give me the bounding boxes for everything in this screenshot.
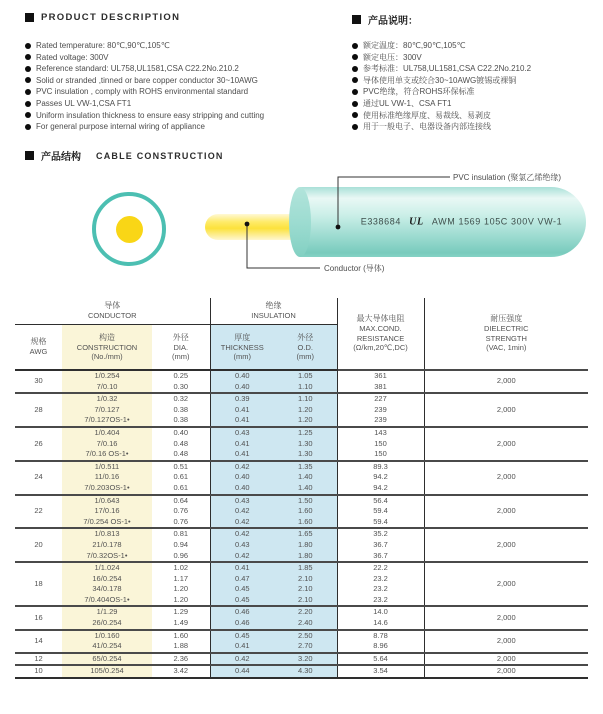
awg-cell: 30 (15, 370, 62, 393)
thickness-column-header: 厚度 THICKNESS (mm) (210, 325, 274, 371)
thickness-cell: 0.46 0.46 (210, 606, 274, 629)
dia-cell: 1.02 1.17 1.20 1.20 (152, 562, 210, 606)
resistance-cell: 5.64 (337, 653, 424, 666)
od-cell: 4.30 (274, 665, 337, 678)
conductor-label: Conductor (导体) (324, 264, 385, 273)
dielectric-cell: 2,000 (424, 427, 588, 461)
bullet-dot-icon (352, 77, 358, 83)
resistance-cell: 22.2 23.2 23.2 23.2 (337, 562, 424, 606)
bullet-dot-icon (352, 124, 358, 130)
bullet-text: For general purpose internal wiring of appliance (36, 122, 205, 132)
ul-logo-icon: UL (409, 216, 424, 228)
od-cell: 3.20 (274, 653, 337, 666)
construction-cell: 1/1.29 26/0.254 (62, 606, 152, 629)
bullet-dot-icon (352, 101, 358, 107)
cable-construction-title-cn: 产品结构 (41, 152, 81, 163)
construction-cell: 1/0.254 7/0.10 (62, 370, 152, 393)
conductor-core-dot (116, 216, 143, 243)
bullet-item (25, 63, 355, 75)
cable-marking: E338684 UL AWM 1569 105C 300V VW-1 (360, 216, 563, 228)
table-group-header-row (15, 298, 588, 325)
bullet-dot-icon (25, 89, 31, 95)
bullet-item (25, 75, 355, 87)
bullet-text: 通过UL VW-1、CSA FT1 (363, 98, 452, 108)
bullet-item (25, 110, 355, 122)
awg-cell: 12 (15, 653, 62, 666)
dia-cell: 0.64 0.76 0.76 (152, 495, 210, 529)
bullet-text: 用于一般电子、电器设备内部连接线 (363, 122, 491, 132)
construction-cell: 1/0.404 7/0.16 7/0.16 OS-1• (62, 427, 152, 461)
awg-cell: 14 (15, 630, 62, 653)
dia-cell: 2.36 (152, 653, 210, 666)
dielectric-cell: 2,000 (424, 665, 588, 678)
table-row-awg-10 (15, 665, 588, 678)
awg-cell: 18 (15, 562, 62, 606)
thickness-cell: 0.42 0.40 0.40 (210, 461, 274, 495)
product-description-list-en (25, 40, 355, 133)
construction-cell: 1/0.160 41/0.254 (62, 630, 152, 653)
dia-cell: 3.42 (152, 665, 210, 678)
bullet-dot-icon (25, 54, 31, 60)
product-description-list-cn (352, 40, 603, 133)
table-row-awg-24 (15, 461, 588, 495)
dielectric-cell: 2,000 (424, 393, 588, 427)
cable-construction-title-en: CABLE CONSTRUCTION (96, 150, 224, 161)
table-row-awg-16 (15, 606, 588, 629)
insulation-group-header: 绝缘 INSULATION (210, 298, 337, 325)
od-cell: 1.25 1.30 1.30 (274, 427, 337, 461)
section-square-icon (25, 13, 34, 22)
bullet-item (352, 52, 603, 64)
dielectric-cell: 2,000 (424, 653, 588, 666)
bullet-item (352, 75, 603, 87)
bullet-item (352, 121, 603, 133)
bullet-item (25, 121, 355, 133)
bullet-text: Rated voltage: 300V (36, 52, 109, 62)
dielectric-cell: 2,000 (424, 630, 588, 653)
product-description-cn-title-row (352, 12, 418, 27)
od-column-header: 外径 O.D. (mm) (274, 325, 337, 371)
dia-cell: 0.51 0.61 0.61 (152, 461, 210, 495)
bullet-item (352, 98, 603, 110)
awg-cell: 28 (15, 393, 62, 427)
thickness-cell: 0.43 0.41 0.41 (210, 427, 274, 461)
resistance-cell: 35.2 36.7 36.7 (337, 528, 424, 562)
resistance-cell: 227 239 239 (337, 393, 424, 427)
bullet-text: 额定温度：80℃,90℃,105℃ (363, 41, 466, 50)
awg-cell: 26 (15, 427, 62, 461)
construction-cell: 1/0.643 17/0.16 7/0.254 OS-1• (62, 495, 152, 529)
dia-cell: 0.32 0.38 0.38 (152, 393, 210, 427)
specification-table (15, 298, 588, 679)
construction-cell: 65/0.254 (62, 653, 152, 666)
thickness-cell: 0.44 (210, 665, 274, 678)
bullet-item (25, 52, 355, 64)
thickness-cell: 0.45 0.41 (210, 630, 274, 653)
resistance-cell: 14.0 14.6 (337, 606, 424, 629)
bullet-item (352, 110, 603, 122)
table-row-awg-26 (15, 427, 588, 461)
construction-cell: 1/0.511 11/0.16 7/0.203OS-1• (62, 461, 152, 495)
thickness-cell: 0.42 0.43 0.42 (210, 528, 274, 562)
awg-column-header: 规格 AWG (15, 325, 62, 371)
od-cell: 2.20 2.40 (274, 606, 337, 629)
bullet-dot-icon (25, 66, 31, 72)
resistance-cell: 361 381 (337, 370, 424, 393)
cable-construction-title-row (25, 148, 224, 163)
bullet-text: Rated temperature: 80℃,90℃,105℃ (36, 41, 170, 50)
od-cell: 1.85 2.10 2.10 2.10 (274, 562, 337, 606)
dielectric-cell: 2,000 (424, 495, 588, 529)
od-cell: 2.50 2.70 (274, 630, 337, 653)
bullet-item (25, 40, 355, 52)
resistance-cell: 56.4 59.4 59.4 (337, 495, 424, 529)
awg-cell: 24 (15, 461, 62, 495)
bullet-text: 参考标准：UL758,UL1581,CSA C22.2No.210.2 (363, 64, 532, 74)
conductor-group-header: 导体 CONDUCTOR (15, 298, 210, 325)
thickness-cell: 0.39 0.41 0.41 (210, 393, 274, 427)
bullet-item (25, 86, 355, 98)
thickness-cell: 0.42 (210, 653, 274, 666)
bullet-dot-icon (25, 101, 31, 107)
thickness-cell: 0.40 0.40 (210, 370, 274, 393)
table-row-awg-14 (15, 630, 588, 653)
bullet-item (352, 86, 603, 98)
awg-cell: 20 (15, 528, 62, 562)
bullet-dot-icon (352, 89, 358, 95)
bullet-item (352, 40, 603, 52)
od-cell: 1.65 1.80 1.80 (274, 528, 337, 562)
construction-cell: 1/1.024 16/0.254 34/0.178 7/0.404OS-1• (62, 562, 152, 606)
bullet-text: Reference standard: UL758,UL1581,CSA C22.2No.210.2 (36, 64, 239, 74)
thickness-cell: 0.41 0.47 0.45 0.45 (210, 562, 274, 606)
dia-column-header: 外径 DIA. (mm) (152, 325, 210, 371)
table-row-awg-30 (15, 370, 588, 393)
insulation-body (300, 187, 586, 257)
section-square-icon (352, 15, 361, 24)
bullet-dot-icon (352, 43, 358, 49)
awg-cell: 22 (15, 495, 62, 529)
dia-cell: 0.81 0.94 0.96 (152, 528, 210, 562)
dielectric-cell: 2,000 (424, 606, 588, 629)
dielectric-column-header: 耐压强度 DIELECTRIC STRENGTH (VAC, 1min) (424, 298, 588, 370)
table-row-awg-12 (15, 653, 588, 666)
construction-cell: 1/0.813 21/0.178 7/0.32OS-1• (62, 528, 152, 562)
dielectric-cell: 2,000 (424, 528, 588, 562)
bullet-dot-icon (25, 43, 31, 49)
product-description-title-row (25, 12, 180, 23)
resistance-column-header: 最大导体电阻 MAX.COND. RESISTANCE (Ω/km,20℃,DC) (337, 298, 424, 370)
table-row-awg-18 (15, 562, 588, 606)
table-row-awg-22 (15, 495, 588, 529)
dia-cell: 0.25 0.30 (152, 370, 210, 393)
cable-cross-section (92, 192, 166, 266)
bullet-text: PVC绝缘，符合ROHS环保标准 (363, 87, 475, 97)
dia-cell: 1.29 1.49 (152, 606, 210, 629)
bullet-text: 额定电压：300V (363, 52, 422, 62)
bullet-text: 导体使用单支或绞合30~10AWG镀锡或裸铜 (363, 75, 517, 85)
od-cell: 1.50 1.60 1.60 (274, 495, 337, 529)
construction-column-header: 构造 CONSTRUCTION (No./mm) (62, 325, 152, 371)
table-row-awg-20 (15, 528, 588, 562)
awg-cell: 10 (15, 665, 62, 678)
bullet-dot-icon (25, 112, 31, 118)
dia-cell: 1.60 1.88 (152, 630, 210, 653)
resistance-cell: 3.54 (337, 665, 424, 678)
od-cell: 1.35 1.40 1.40 (274, 461, 337, 495)
bullet-dot-icon (25, 77, 31, 83)
bullet-text: Passes UL VW-1,CSA FT1 (36, 98, 132, 108)
bullet-text: 使用标准绝缘厚度、易裁线、易剥皮 (363, 110, 491, 120)
bullet-item (25, 98, 355, 110)
dielectric-cell: 2,000 (424, 370, 588, 393)
resistance-cell: 8.78 8.96 (337, 630, 424, 653)
bullet-dot-icon (352, 66, 358, 72)
bullet-item (352, 63, 603, 75)
resistance-cell: 89.3 94.2 94.2 (337, 461, 424, 495)
product-description-cn-title: 产品说明： (368, 16, 418, 27)
dielectric-cell: 2,000 (424, 461, 588, 495)
pvc-insulation-label: PVC insulation (聚氯乙烯绝缘) (453, 173, 562, 182)
construction-cell: 1/0.32 7/0.127 7/0.127OS-1• (62, 393, 152, 427)
product-description-title: PRODUCT DESCRIPTION (41, 12, 181, 23)
bullet-dot-icon (352, 112, 358, 118)
insulation-end-face (289, 187, 311, 257)
construction-cell: 105/0.254 (62, 665, 152, 678)
resistance-cell: 143 150 150 (337, 427, 424, 461)
bullet-text: Solid or stranded ,tinned or bare copper conductor 30~10AWG (36, 75, 258, 85)
od-cell: 1.05 1.10 (274, 370, 337, 393)
section-square-icon (25, 151, 34, 160)
bullet-dot-icon (352, 54, 358, 60)
od-cell: 1.10 1.20 1.20 (274, 393, 337, 427)
bullet-text: Uniform insulation thickness to ensure easy stripping and cutting (36, 110, 265, 120)
awg-cell: 16 (15, 606, 62, 629)
bullet-dot-icon (25, 124, 31, 130)
bullet-text: PVC insulation , comply with ROHS environmental standard (36, 87, 249, 97)
table-row-awg-28 (15, 393, 588, 427)
thickness-cell: 0.43 0.42 0.42 (210, 495, 274, 529)
dia-cell: 0.40 0.48 0.48 (152, 427, 210, 461)
dielectric-cell: 2,000 (424, 562, 588, 606)
